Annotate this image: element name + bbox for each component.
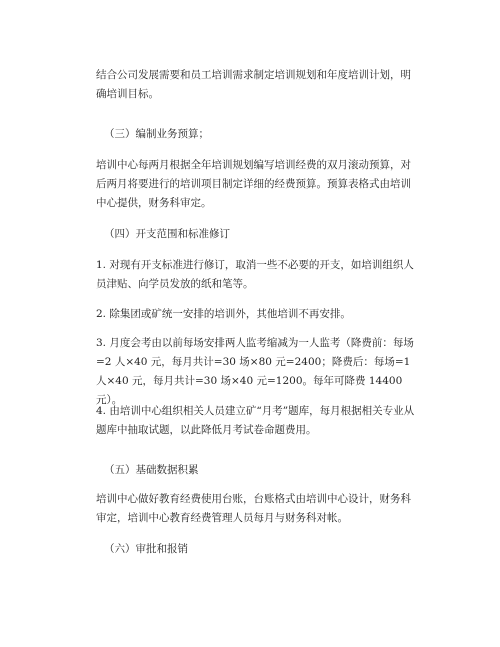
list-item-3: 3. 月度会考由以前每场安排两人监考缩减为一人监考（降费前：每场=2 人×40 元，每月共计=30 场×80 元=2400；降费后：每场=1 人×40 元，每月共计=30 场×40 元=1200。每年可降费 14400 元）。 xyxy=(96,337,414,406)
list-item-2: 2. 除集团或矿统一安排的培训外，其他培训不再安排。 xyxy=(96,308,351,320)
paragraph-budget: 培训中心每两月根据全年培训规划编写培训经费的双月滚动预算，对后两月将要进行的培训项目制定详细的经费预算。预算表格式由培训中心提供，财务科审定。 xyxy=(96,159,411,209)
heading-expense-scope: （四）开支范围和标准修订 xyxy=(104,228,230,240)
list-item-1: 1. 对现有开支标准进行修订，取消一些不必要的开支，如培训组织人员津贴、向学员发放的纸和笔等。 xyxy=(96,259,414,290)
paragraph-training-plan: 结合公司发展需要和员工培训需求制定培训规划和年度培训计划，明确培训目标。 xyxy=(96,69,411,100)
heading-data-accumulation: （五）基础数据积累 xyxy=(104,464,199,476)
list-item-4: 4. 由培训中心组织相关人员建立矿“月考”题库，每月根据相关专业从题库中抽取试题，以此降低月考试卷命题费用。 xyxy=(96,405,415,436)
heading-approval: （六）审批和报销 xyxy=(104,543,188,555)
paragraph-ledger: 培训中心做好教育经费使用台账，台账格式由培训中心设计，财务科审定，培训中心教育经费管理人员每月与财务科对帐。 xyxy=(96,493,411,524)
heading-budget: （三）编制业务预算； xyxy=(104,128,209,140)
